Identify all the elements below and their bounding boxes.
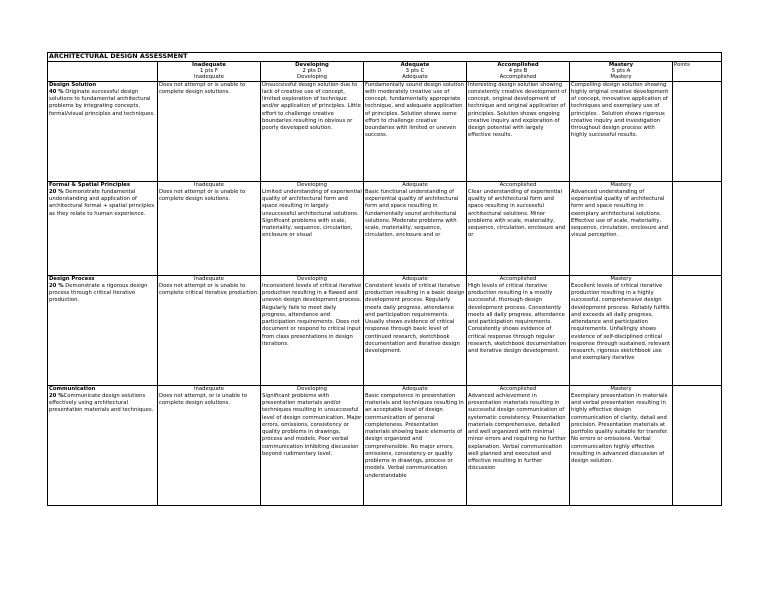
- rubric-cell[interactable]: [467, 181, 570, 275]
- level-points: 5 pts A: [611, 67, 631, 74]
- level-sublabel: Adequate: [402, 74, 428, 81]
- rubric-cell[interactable]: [570, 81, 673, 181]
- points-cell[interactable]: [673, 81, 722, 181]
- rubric-table: [47, 52, 722, 506]
- criterion-weight: 20 %: [49, 188, 64, 195]
- rubric-cell-text: Does not attempt or is unable to complete design solutions.: [159, 188, 246, 203]
- title-row: [48, 53, 722, 62]
- rubric-cell-text: Does not attempt, or is unable to complete design solutions.: [159, 392, 248, 407]
- criterion-cell: [48, 275, 158, 385]
- rubric-cell-level: Inadequate: [193, 385, 225, 392]
- criterion-cell: [48, 81, 158, 181]
- rubric-cell-text: Does not attempt or is unable to complete design solutions.: [159, 81, 246, 95]
- level-name: Inadequate: [192, 61, 226, 68]
- rubric-cell-text: Clear understanding of experiential quality of architectural form and space resulting in successful architectural solutions. Minor problems with scale, materiality, sequence, circulation, enclosure and or: [468, 188, 566, 239]
- level-name: Accomplished: [497, 61, 539, 68]
- criterion-description: Communicate design solutions effectively using architectural presentation materials and techniques.: [49, 392, 154, 414]
- rubric-cell-text: Basic competence in presentation materials and techniques resulting in an acceptable level of design communication of general completeness. Presentation materials showing basic elements of design organized and comprehensible. No major errors, omissions, consistency or quality problems in drawings, process or models. Verbal communication understandable: [365, 392, 464, 479]
- rubric-sheet: [47, 52, 721, 506]
- rubric-cell[interactable]: [570, 181, 673, 275]
- rubric-cell-level: Developing: [297, 385, 327, 392]
- level-header-row: [48, 61, 722, 81]
- rubric-cell-level: Developing: [297, 181, 327, 188]
- rubric-cell-text: Fundamentally sound design solution with moderately creative use of concept, fundamentally appropriate technique, and adequate application of principles. Solution shows some effort to challenge creative boundaries with limited or uneven success.: [365, 81, 464, 139]
- rubric-cell-level: Accomplished: [499, 385, 537, 392]
- level-sublabel: Inadequate: [193, 74, 225, 81]
- level-sublabel: Mastery: [610, 74, 632, 81]
- rubric-cell[interactable]: [467, 385, 570, 505]
- rubric-cell-level: Adequate: [402, 385, 428, 392]
- rubric-cell-text: Consistent levels of critical iterative production resulting in a basic design development process. Regularly meets daily progress, attendance and participation requirements. Usually shows evidence of critical response through basic level of continued research, sketchbook documentation and iterative design development.: [365, 282, 465, 355]
- points-cell[interactable]: [673, 275, 722, 385]
- rubric-cell-text: Interesting design solution showing consistently creative development of concept, original development of technique and original application of principles. Solution shows ongoing creative inquiry and exploration of design potential with largely effective results.: [468, 81, 567, 139]
- criterion-name: Communication: [49, 385, 96, 392]
- rubric-cell[interactable]: [570, 385, 673, 505]
- points-cell[interactable]: [673, 181, 722, 275]
- rubric-cell-text: Basic functional understanding of experiential quality of architectural form and space resulting in fundamentally sound architectural solutions. Moderate problems with scale, materiality, sequence, circulation, enclosure and or: [365, 188, 459, 239]
- rubric-cell[interactable]: [570, 275, 673, 385]
- criterion-weight: 40 %: [49, 88, 64, 95]
- level-header-4: [570, 61, 673, 81]
- criterion-name: Design Process: [49, 275, 95, 282]
- level-points: 4 pts B: [508, 67, 528, 74]
- rubric-cell-text: Advanced achievement in presentation materials resulting in successful design communication of systematic consistency. Presentation materials comprehensive, detailed and well organized with minimal minor errors and requiring no further explanation. Verbal communication well planned and executed and effective resulting in further discussion: [468, 392, 567, 472]
- level-header-2: [364, 61, 467, 81]
- level-name: Developing: [295, 61, 329, 68]
- rubric-cell[interactable]: [467, 81, 570, 181]
- criterion-description: Demonstrate a rigorous design process through critical iterative production.: [49, 282, 148, 304]
- criterion-cell: [48, 385, 158, 505]
- rubric-cell-text: Exemplary presentation in materials and verbal presentation resulting in highly effective design communication of clarity, detail and precision. Presentation materials at portfolio quality suitable for transfer. No errors or omissions. Verbal communication highly effective resulting in advanced discussion of design solution.: [571, 392, 669, 465]
- rubric-cell-level: Adequate: [402, 275, 428, 282]
- level-points: 3 pts C: [405, 67, 425, 74]
- level-points: 2 pts D: [302, 67, 322, 74]
- rubric-cell[interactable]: [364, 275, 467, 385]
- level-header-3: [467, 61, 570, 81]
- rubric-cell[interactable]: [364, 81, 467, 181]
- rubric-cell[interactable]: [158, 275, 261, 385]
- level-header-1: [261, 61, 364, 81]
- criterion-description: Originate successful design solutions to fundamental architectural problems by integrating concepts, formal/visual principles and techniques.: [49, 88, 155, 117]
- rubric-cell-text: Unsuccessful design solution due to lack of creative use of concept, limited exploration of technique and/or application of principles. Little effort to challenge creative boundaries resulting in obvious or poorly developed solution.: [262, 81, 361, 132]
- rubric-cell[interactable]: [261, 81, 364, 181]
- rubric-cell-level: Accomplished: [499, 181, 537, 188]
- rubric-cell-level: Mastery: [610, 385, 632, 392]
- rubric-cell[interactable]: [261, 275, 364, 385]
- rubric-cell-text: Inconsistent levels of critical iterative production resulting in a flawed and uneven design development process. Regularly fails to meet daily progress, attendance and participation requirements. Does not document or respond to critical input from class presentations in design iterations.: [262, 282, 362, 347]
- points-header: Points: [673, 61, 722, 81]
- rubric-cell-text: Excellent levels of critical iterative production resulting in a highly successful, comprehensive design development process. Reliably fulfills and exceeds all daily progress, attendance and participation requirements. Unfailingly shows evidence of self-disciplined critical response through sustained, relevant research, rigorous sketchbook use and exemplary iterative: [571, 282, 671, 362]
- criterion-row-communication: [48, 385, 722, 505]
- rubric-cell-level: Mastery: [610, 275, 632, 282]
- rubric-cell-text: Significant problems with presentation materials and/or techniques resulting in unsuccessful level of design communication. Major errors, omissions, consistency or quality problems in drawings, process and models. Poor verbal communication inhibiting discussion beyond rudimentary level.: [262, 392, 362, 457]
- criterion-name: Formal & Spatial Principles: [49, 181, 131, 188]
- criterion-header-blank: [48, 61, 158, 81]
- rubric-cell-text: High levels of critical iterative production resulting in a mostly successful, thorough design development process. Consistently meets all daily progress, attendance and participation requirements. Consistently shows evidence of critical response through regular research, sketchbook documentation and iterative design development.: [468, 282, 567, 355]
- criterion-row-formal-spatial: [48, 181, 722, 275]
- rubric-cell-text: Limited understanding of experiential quality of architectural form and space resulting in largely unsuccessful architectural solutions. Significant problems with scale, materiality, sequence, circulation, enclosure or visual: [262, 188, 362, 239]
- rubric-title: ARCHITECTURAL DESIGN ASSESSMENT: [48, 53, 722, 62]
- rubric-cell[interactable]: [364, 385, 467, 505]
- criterion-weight: 20 %: [49, 392, 64, 399]
- rubric-cell-level: Mastery: [610, 181, 632, 188]
- criterion-name: Design Solution: [49, 81, 97, 88]
- rubric-cell-level: Inadequate: [193, 181, 225, 188]
- level-points: 1 pts F: [200, 67, 218, 74]
- rubric-cell-level: Accomplished: [499, 275, 537, 282]
- rubric-cell-level: Developing: [297, 275, 327, 282]
- rubric-cell[interactable]: [261, 385, 364, 505]
- criterion-description: Demonstrate fundamental understanding and application of architectural formal + spatial principles as they relate to human experience.: [49, 188, 155, 217]
- rubric-cell-text: Advanced understanding of experiential quality of architectural form and space resulting in exemplary architectural solutions. Effective use of scale, materiality, sequence, circulation, enclosure and visual perception.: [571, 188, 669, 239]
- rubric-cell-text: Does not attempt or is unable to complete critical iterative production.: [159, 282, 259, 297]
- rubric-cell[interactable]: [364, 181, 467, 275]
- criterion-weight: 20 %: [49, 282, 64, 289]
- level-header-0: [158, 61, 261, 81]
- points-cell[interactable]: [673, 385, 722, 505]
- rubric-cell[interactable]: [158, 81, 261, 181]
- rubric-cell-level: Adequate: [402, 181, 428, 188]
- rubric-cell[interactable]: [467, 275, 570, 385]
- criterion-row-design-solution: [48, 81, 722, 181]
- criterion-cell: [48, 181, 158, 275]
- level-name: Mastery: [608, 61, 634, 68]
- level-sublabel: Accomplished: [499, 74, 537, 81]
- level-sublabel: Developing: [297, 74, 327, 81]
- criterion-row-design-process: [48, 275, 722, 385]
- rubric-cell-text: Compelling design solution showing highly original creative development of concept, innovative application of techniques and exemplary use of principles . Solution shows rigorous creative inquiry and investigation throughout design process with highly successful results.: [571, 81, 669, 139]
- rubric-cell[interactable]: [158, 181, 261, 275]
- rubric-cell[interactable]: [261, 181, 364, 275]
- rubric-cell[interactable]: [158, 385, 261, 505]
- level-name: Adequate: [400, 61, 430, 68]
- rubric-cell-level: Inadequate: [193, 275, 225, 282]
